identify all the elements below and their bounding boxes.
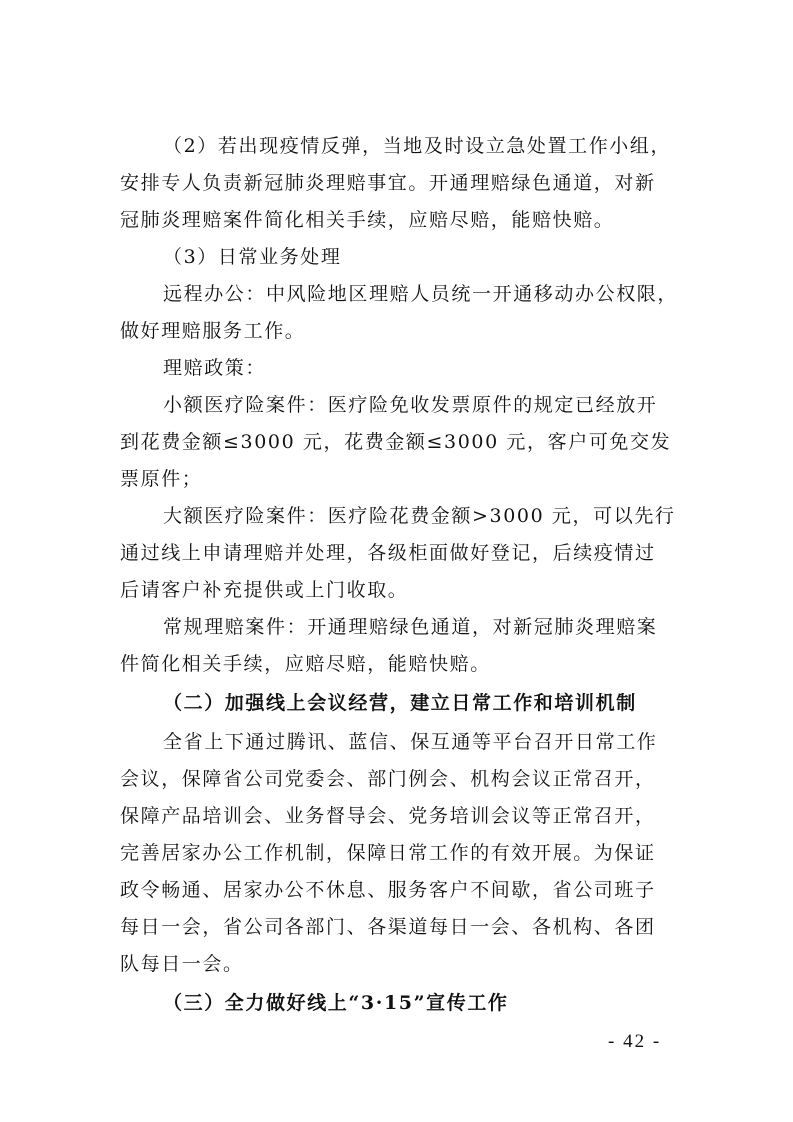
paragraph-line: 件简化相关手续，应赔尽赔，能赔快赔。 [120, 653, 491, 675]
paragraph-line: 完善居家办公工作机制，保障日常工作的有效开展。为保证 [120, 842, 656, 864]
paragraph-line: 队每日一会。 [120, 953, 244, 975]
paragraph-line: 票原件； [120, 468, 203, 490]
paragraph-line: 冠肺炎理赔案件简化相关手续，应赔尽赔，能赔快赔。 [120, 209, 615, 231]
paragraph-line: 远程办公：中风险地区理赔人员统一开通移动办公权限， [163, 283, 679, 305]
paragraph-line: 后请客户补充提供或上门收取。 [120, 579, 409, 601]
page-number: - 42 - [608, 1031, 662, 1052]
paragraph-line: 理赔政策： [163, 357, 267, 379]
paragraph-line: （2）若出现疫情反弹，当地及时设立急处置工作小组， [163, 135, 672, 157]
paragraph-line: 大额医疗险案件：医疗险花费金额>3000 元，可以先行 [163, 505, 676, 527]
paragraph-line: 做好理赔服务工作。 [120, 320, 306, 342]
paragraph-line: 会议，保障省公司党委会、部门例会、机构会议正常召开， [120, 768, 656, 790]
section-heading: （二）加强线上会议经营，建立日常工作和培训机制 [163, 692, 637, 714]
paragraph-line: 全省上下通过腾讯、蓝信、保互通等平台召开日常工作 [163, 731, 658, 753]
paragraph-line: 保障产品培训会、业务督导会、党务培训会议等正常召开， [120, 805, 656, 827]
paragraph-line: 常规理赔案件：开通理赔绿色通道，对新冠肺炎理赔案 [163, 616, 658, 638]
paragraph-line: 到花费金额≤3000 元，花费金额≤3000 元，客户可免交发 [120, 431, 672, 453]
paragraph-line: 安排专人负责新冠肺炎理赔事宜。开通理赔绿色通道，对新 [120, 172, 656, 194]
paragraph-line: 通过线上申请理赔并处理，各级柜面做好登记，后续疫情过 [120, 542, 656, 564]
paragraph-line: 每日一会，省公司各部门、各渠道每日一会、各机构、各团 [120, 916, 656, 938]
paragraph-line: 政令畅通、居家办公不休息、服务客户不间歇，省公司班子 [120, 879, 656, 901]
section-heading: （三）全力做好线上“3·15”宣传工作 [163, 992, 509, 1014]
subheading: （3）日常业务处理 [163, 246, 342, 268]
paragraph-line: 小额医疗险案件：医疗险免收发票原件的规定已经放开 [163, 394, 658, 416]
